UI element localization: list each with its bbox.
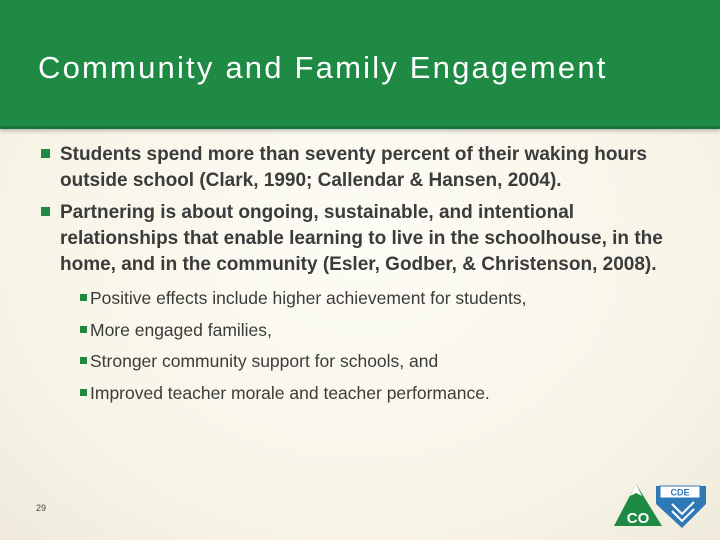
sub-bullet-item — [80, 383, 680, 404]
bullet-item — [40, 142, 680, 194]
logo-badge-text: CDE — [670, 487, 690, 498]
square-bullet-icon — [80, 326, 87, 333]
colorado-cde-logo-icon — [612, 480, 708, 530]
slide-title: Community and Family Engagement — [38, 50, 608, 85]
sub-bullet-item — [80, 288, 680, 309]
title-bar — [0, 0, 720, 129]
square-bullet-icon — [80, 389, 87, 396]
square-bullet-icon — [80, 357, 87, 364]
slide-content — [40, 142, 680, 414]
sub-bullet-text: More engaged families, — [90, 319, 272, 340]
sub-bullet-text: Improved teacher morale and teacher performance. — [90, 382, 490, 403]
sub-bullet-list — [40, 288, 680, 404]
page-number: 29 — [36, 503, 47, 513]
sub-bullet-text: Stronger community support for schools, and — [90, 351, 439, 371]
square-bullet-icon — [41, 207, 50, 216]
sub-bullet-item — [80, 320, 680, 341]
bullet-item — [40, 200, 680, 278]
sub-bullet-item — [80, 351, 680, 372]
logo-state-text: CO — [626, 510, 650, 527]
bullet-text: Students spend more than seventy percent of their waking hours outside school (Clark, 1990; Callendar & Hansen, 2004). — [60, 144, 647, 191]
square-bullet-icon — [41, 149, 50, 158]
sub-bullet-text: Positive effects include higher achievement for students, — [90, 288, 527, 308]
bullet-text: Partnering is about ongoing, sustainable, and intentional relationships that enable learning to live in the schoolhouse, in the home, and in the community (Esler, Godber, & Christenson, 2008). — [60, 202, 663, 275]
square-bullet-icon — [80, 294, 87, 301]
